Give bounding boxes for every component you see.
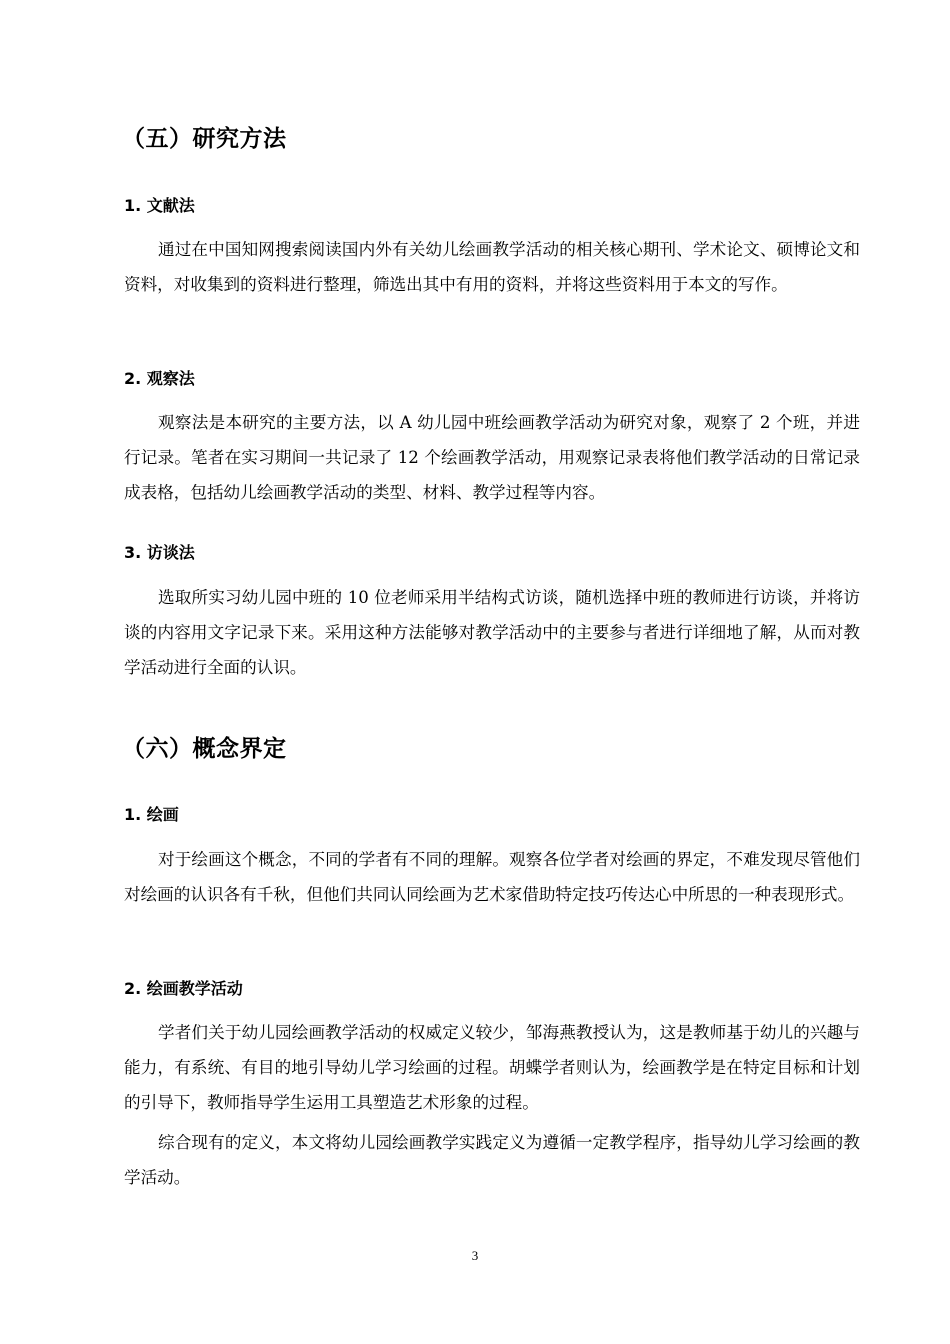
paragraph-painting: 对于绘画这个概念，不同的学者有不同的理解。观察各位学者对绘画的界定，不难发现尽管他们对绘画的认识各有千秋，但他们共同认同绘画为艺术家借助特定技巧传达心中所思的一种表现形式。: [124, 850, 860, 904]
paragraph-painting-teaching-1: 学者们关于幼儿园绘画教学活动的权威定义较少，邹海燕教授认为，这是教师基于幼儿的兴趣与能力，有系统、有目的地引导幼儿学习绘画的过程。胡蝶学者则认为，绘画教学是在特定目标和计划的引导下，教师指导学生运用工具塑造艺术形象的过程。: [124, 1023, 860, 1112]
section-heading-concept-definition: （六）概念界定: [122, 736, 287, 762]
section-heading-research-methods: （五）研究方法: [122, 126, 287, 152]
paragraph-painting-teaching-2: 综合现有的定义，本文将幼儿园绘画教学实践定义为遵循一定教学程序，指导幼儿学习绘画的教学活动。: [124, 1133, 860, 1187]
subsection-heading-observation-method: 2. 观察法: [124, 369, 195, 388]
paragraph-literature-method: 通过在中国知网搜索阅读国内外有关幼儿绘画教学活动的相关核心期刊、学术论文、硕博论文和资料，对收集到的资料进行整理，筛选出其中有用的资料，并将这些资料用于本文的写作。: [124, 240, 860, 294]
subsection-heading-literature-method: 1. 文献法: [124, 196, 195, 215]
subsection-heading-painting-teaching: 2. 绘画教学活动: [124, 979, 243, 998]
paragraph-interview-method: 选取所实习幼儿园中班的 10 位老师采用半结构式访谈，随机选择中班的教师进行访谈，并将访谈的内容用文字记录下来。采用这种方法能够对教学活动中的主要参与者进行详细地了解，从而对教学活动进行全面的认识。: [124, 588, 860, 677]
paragraph-observation-method: 观察法是本研究的主要方法，以 A 幼儿园中班绘画教学活动为研究对象，观察了 2 个班，并进行记录。笔者在实习期间一共记录了 12 个绘画教学活动，用观察记录表将他们教学活动的日常记录成表格，包括幼儿绘画教学活动的类型、材料、教学过程等内容。: [124, 413, 860, 502]
page-number: 3: [471, 1248, 479, 1263]
subsection-heading-interview-method: 3. 访谈法: [124, 543, 195, 562]
subsection-heading-painting: 1. 绘画: [124, 805, 179, 824]
